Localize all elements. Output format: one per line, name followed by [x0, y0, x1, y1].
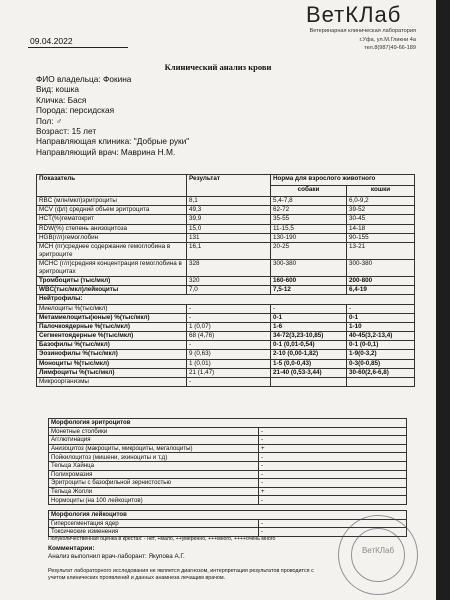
breed-line: Порода: персидская	[36, 105, 115, 116]
cell-result: 8,1	[187, 197, 271, 206]
cell-result: 1 (0,01)	[187, 359, 271, 368]
table-row	[37, 332, 415, 341]
morph-value: -	[259, 528, 407, 537]
morph-value: -	[259, 519, 407, 528]
blood-test-table	[36, 174, 415, 387]
neutrophils-title: Нейтрофилы:	[37, 295, 415, 304]
table-row	[49, 461, 407, 470]
table-row	[37, 224, 415, 233]
table-row	[37, 368, 415, 377]
report-title: Клинический анализ крови	[164, 62, 272, 72]
cell-dog: 35-55	[271, 215, 347, 224]
cell-name: Микроорганизмы	[37, 378, 187, 387]
cell-dog: 2-10 (0,00-1,82)	[271, 350, 347, 359]
cell-name: WBC(тыс/мкл)лейкоциты	[37, 286, 187, 295]
cell-dog: 21-40 (0,53-3,44)	[271, 368, 347, 377]
table-row	[37, 350, 415, 359]
species-line: Вид: кошка	[36, 84, 80, 95]
scale-note: Полуколичественная оценка в крестах: - нет, +мало, ++умеренно, +++много, ++++очень много	[48, 536, 276, 542]
cell-name: Тромбоциты (тыс/мкл)	[37, 276, 187, 285]
table-row	[37, 359, 415, 368]
clinic-line: Направляющая клиника: "Добрые руки"	[36, 136, 190, 147]
page-edge-shadow	[436, 0, 450, 600]
morph-value: +	[259, 487, 407, 496]
morph-value: -	[259, 436, 407, 445]
cell-name: Моноциты %(тыс/мкл)	[37, 359, 187, 368]
table-row	[37, 206, 415, 215]
table-row	[49, 444, 407, 453]
table-row	[37, 286, 415, 295]
morph-value: -	[259, 427, 407, 436]
cell-name: Лимфоциты %(тыс/мкл)	[37, 368, 187, 377]
lab-phone: тел.8(987)49-66-189	[364, 45, 416, 52]
table-row	[49, 427, 407, 436]
lab-stamp	[338, 515, 418, 595]
table-row	[37, 242, 415, 259]
morph-value: +	[259, 444, 407, 453]
stamp-inner-ring	[351, 528, 405, 582]
cell-cat: 30-60(2,6-6,8)	[347, 368, 415, 377]
col-norm: Норма для взрослого животного	[271, 175, 415, 186]
cell-dog: 7,5-12	[271, 286, 347, 295]
patient-info	[36, 74, 189, 157]
cell-result: 21 (1,47)	[187, 368, 271, 377]
cell-dog: 130-190	[271, 233, 347, 242]
table-row	[49, 436, 407, 445]
morph-label: Пойкилоцитоз (мишени, эхиноциты и т.д)	[49, 453, 259, 462]
table-row	[49, 487, 407, 496]
morph-label: Нормоциты (на 100 лейкоцитов)	[49, 496, 259, 505]
comments-label: Комментарии:	[48, 545, 95, 552]
doctor-line: Направляющий врач: Маврина Н.М.	[36, 146, 176, 157]
cell-result: 1 (0,07)	[187, 322, 271, 331]
rbc-morphology-table	[48, 418, 407, 505]
lab-address: г.Уфа, ул.М.Гликни 4а	[359, 36, 416, 43]
col-dogs: собаки	[271, 186, 347, 197]
cell-dog: -	[271, 304, 347, 313]
morph-label: Эритроциты с базофильной зернистостью	[49, 479, 259, 488]
table-row	[49, 453, 407, 462]
table-row	[49, 479, 407, 488]
table-row	[37, 304, 415, 313]
morph-label: Агглютинация	[49, 436, 259, 445]
morph-value: -	[259, 470, 407, 479]
table-row	[49, 470, 407, 479]
cell-name: MCV (фл) средний объем эритроцита	[37, 206, 187, 215]
cell-cat: 1-10	[347, 322, 415, 331]
table-row	[37, 215, 415, 224]
table-row	[49, 496, 407, 505]
disclaimer-line-2: учетом клинических проявлений и данных анамнеза лечащим врачом.	[48, 575, 226, 581]
table-row	[37, 341, 415, 350]
cell-name: Миелоциты %(тыс/мкл)	[37, 304, 187, 313]
col-result: Результат	[187, 175, 271, 197]
cell-cat: 1-9(0-3,2)	[347, 350, 415, 359]
cell-dog: 1-6	[271, 322, 347, 331]
cell-cat: 90-155	[347, 233, 415, 242]
morph-label: Полихромазия	[49, 470, 259, 479]
cell-result: 15,0	[187, 224, 271, 233]
morph-label: Тельца Хайнца	[49, 461, 259, 470]
morph-value: -	[259, 461, 407, 470]
cell-dog: 11-15,5	[271, 224, 347, 233]
cell-name: HCT(%)гематокрит	[37, 215, 187, 224]
cell-result: -	[187, 304, 271, 313]
cell-name: Сегментоядерные %(тыс/мкл)	[37, 332, 187, 341]
cell-result: 16,1	[187, 242, 271, 259]
cell-cat: 39-52	[347, 206, 415, 215]
lab-name: Ветеринарная клиническая лаборатория	[309, 28, 416, 34]
cell-cat: 200-800	[347, 276, 415, 285]
cell-cat: 300-380	[347, 259, 415, 276]
cell-cat: 0-1 (0-0,1)	[347, 341, 415, 350]
cell-name: Эозинофилы %(тыс/мкл)	[37, 350, 187, 359]
sex-line: Пол: ♂	[36, 115, 63, 126]
col-indicator: Показатель	[37, 175, 187, 197]
cell-result: -	[187, 378, 271, 387]
cell-result: 328	[187, 259, 271, 276]
cell-result: 49,3	[187, 206, 271, 215]
rbc-morphology-title: Морфология эритроцитов	[49, 419, 407, 428]
cell-dog: 300-380	[271, 259, 347, 276]
cell-cat	[347, 378, 415, 387]
cell-name: MCHC (г/л)средняя концентрация гемоглобина в эритроцитах	[37, 259, 187, 276]
cell-dog	[271, 378, 347, 387]
cell-dog: 1-5 (0,0-0,43)	[271, 359, 347, 368]
morph-label: Гиперсегментация ядер	[49, 519, 259, 528]
cell-dog: 20-25	[271, 242, 347, 259]
performed-by: Анализ выполнил врач-лаборант: Якупова А.Г.	[48, 553, 185, 560]
cell-cat: 6,4-19	[347, 286, 415, 295]
pet-name-line: Кличка: Бася	[36, 94, 87, 105]
table-row	[37, 197, 415, 206]
date-underline	[28, 47, 128, 48]
cell-cat: 14-18	[347, 224, 415, 233]
cell-result: 131	[187, 233, 271, 242]
table-row	[37, 313, 415, 322]
age-line: Возраст: 15 лет	[36, 126, 97, 137]
owner-line: ФИО владельца: Фокина	[36, 74, 132, 84]
cell-cat: 30-45	[347, 215, 415, 224]
stamp-text: ВетКЛаб	[361, 546, 395, 555]
morph-value: -	[259, 479, 407, 488]
cell-name: Базофилы %(тыс/мкл)	[37, 341, 187, 350]
cell-dog: 0-1	[271, 313, 347, 322]
cell-name: Палочкоядерные %(тыс/мкл)	[37, 322, 187, 331]
wbc-morphology-title: Морфология лейкоцитов	[49, 511, 407, 520]
cell-result: 320	[187, 276, 271, 285]
morph-label: Тельца Жолли	[49, 487, 259, 496]
cell-result: 7,0	[187, 286, 271, 295]
cell-dog: 160-600	[271, 276, 347, 285]
cell-result: 68 (4,76)	[187, 332, 271, 341]
cell-result: 39,9	[187, 215, 271, 224]
neutrophils-row	[37, 295, 415, 304]
cell-name: HGB(г/л)гемоглобин	[37, 233, 187, 242]
col-cats: кошки	[347, 186, 415, 197]
lab-info	[246, 27, 416, 53]
cell-cat: 13-21	[347, 242, 415, 259]
cell-result: 9 (0,63)	[187, 350, 271, 359]
cell-cat: 40-45(3,2-13,4)	[347, 332, 415, 341]
cell-cat: -	[347, 304, 415, 313]
cell-dog: 0-1 (0,01-0,54)	[271, 341, 347, 350]
cell-result: -	[187, 341, 271, 350]
morph-value: -	[259, 453, 407, 462]
lab-logo: ВетКЛаб	[306, 2, 402, 27]
cell-name: RBC (млн/мкл)эритроциты	[37, 197, 187, 206]
table-row	[37, 322, 415, 331]
cell-dog: 34-72(3,23-10,85)	[271, 332, 347, 341]
cell-name: MCH (пг)среднее содержание гемоглобина в эритроците	[37, 242, 187, 259]
table-row	[37, 276, 415, 285]
morph-label: Монетные столбики	[49, 427, 259, 436]
cell-dog: 62-72	[271, 206, 347, 215]
cell-name: Метамиелоциты(юные) %(тыс/мкл)	[37, 313, 187, 322]
disclaimer-line-1: Результат лабораторного исследования не является диагнозом, интерпретация результатов проводится с	[48, 568, 314, 574]
cell-cat: 0-3(0-0,85)	[347, 359, 415, 368]
table-row	[37, 233, 415, 242]
table-header-row	[37, 175, 415, 186]
morph-value: -	[259, 496, 407, 505]
cell-dog: 5,4-7,8	[271, 197, 347, 206]
morph-label: Анизоцитоз (макроциты, микроциты, мегалоциты)	[49, 444, 259, 453]
cell-cat: 6,0-9,2	[347, 197, 415, 206]
report-date: 09.04.2022	[30, 36, 73, 46]
table-row	[37, 259, 415, 276]
table-row	[37, 378, 415, 387]
morph-label: Токсические изменения	[49, 528, 259, 537]
cell-name: RDW(%) степень анизоцитоза	[37, 224, 187, 233]
cell-result: -	[187, 313, 271, 322]
cell-cat: 0-1	[347, 313, 415, 322]
